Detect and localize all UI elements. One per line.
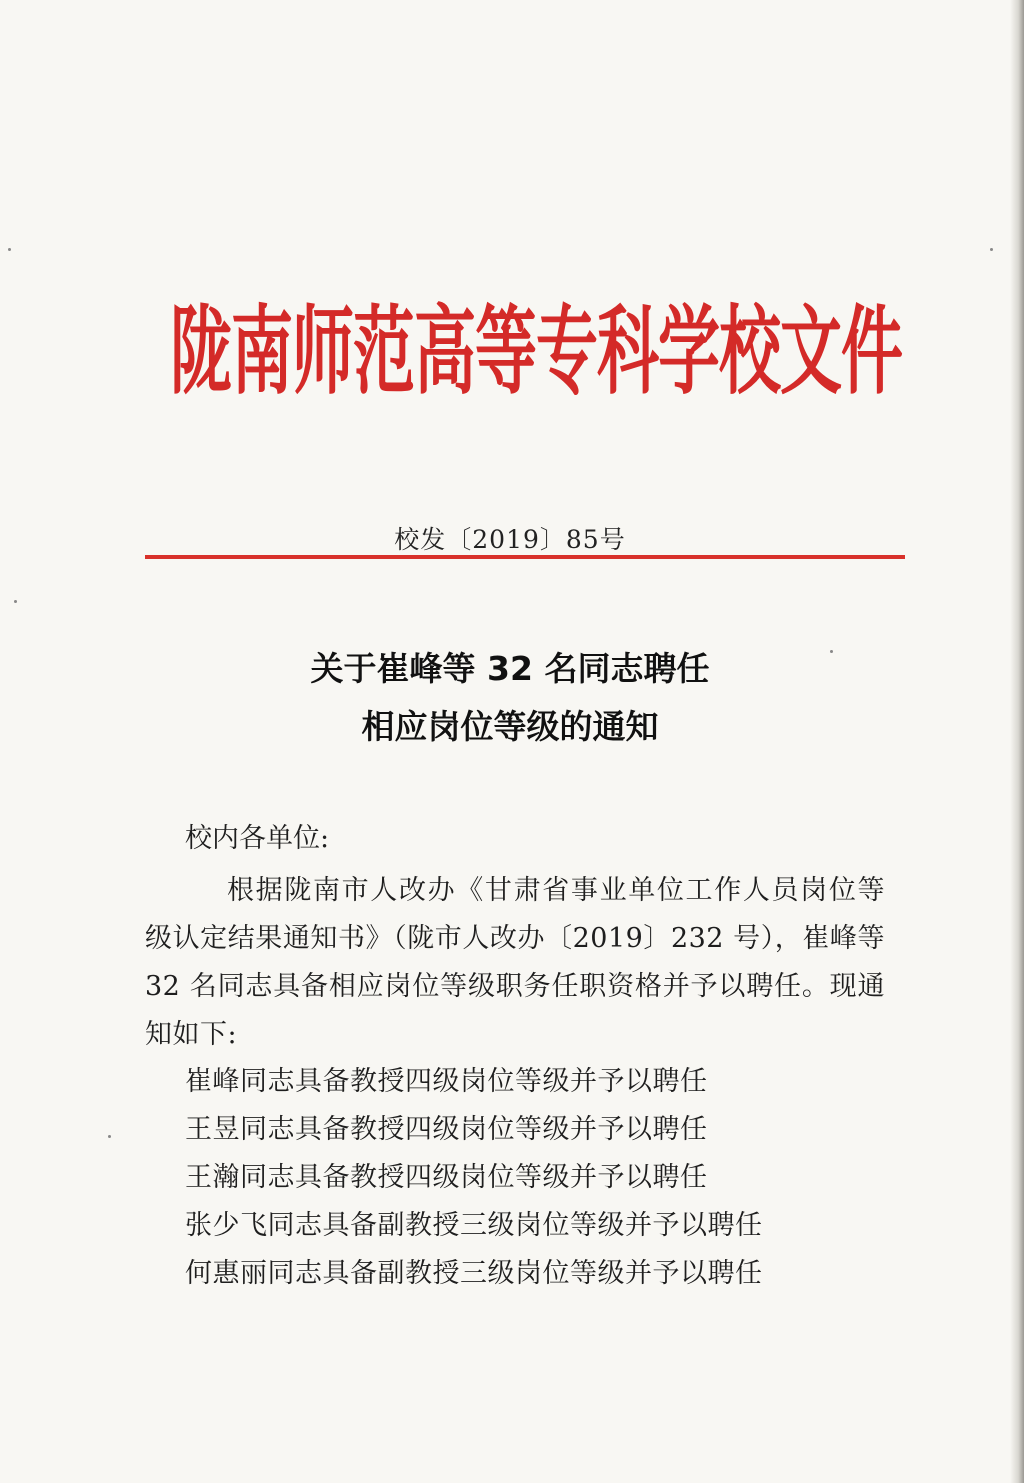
paper-speck: [990, 248, 993, 251]
salutation: 校内各单位:: [185, 823, 330, 854]
red-separator-rule: [145, 555, 905, 559]
appointment-item: 张少飞同志具备副教授三级岗位等级并予以聘任: [185, 1210, 763, 1241]
title-line: 关于崔峰等 32 名同志聘任: [310, 649, 710, 688]
notice-title: [160, 640, 860, 756]
appointment-item: 王昱同志具备教授四级岗位等级并予以聘任: [185, 1114, 708, 1145]
body-paragraph: 根据陇南市人改办《甘肃省事业单位工作人员岗位等级认定结果通知书》（陇市人改办〔2019〕232 号），崔峰等 32 名同志具备相应岗位等级职务任职资格并予以聘任。现通知如下:: [145, 875, 885, 1050]
document-number: 校发〔2019〕85号: [394, 525, 626, 554]
paper-speck: [14, 600, 17, 603]
page-edge-shadow: [1010, 0, 1024, 1483]
title-line: 相应岗位等级的通知: [361, 707, 659, 746]
appointment-list: [185, 1058, 885, 1298]
paper-speck: [108, 1135, 111, 1138]
appointment-item: 崔峰同志具备教授四级岗位等级并予以聘任: [185, 1066, 708, 1097]
masthead-title: 陇南师范高等专科学校文件: [170, 294, 903, 408]
notice-body: [145, 815, 885, 1059]
appointment-item: 何惠丽同志具备副教授三级岗位等级并予以聘任: [185, 1258, 763, 1289]
appointment-item: 王瀚同志具备教授四级岗位等级并予以聘任: [185, 1162, 708, 1193]
paper-speck: [8, 248, 11, 251]
